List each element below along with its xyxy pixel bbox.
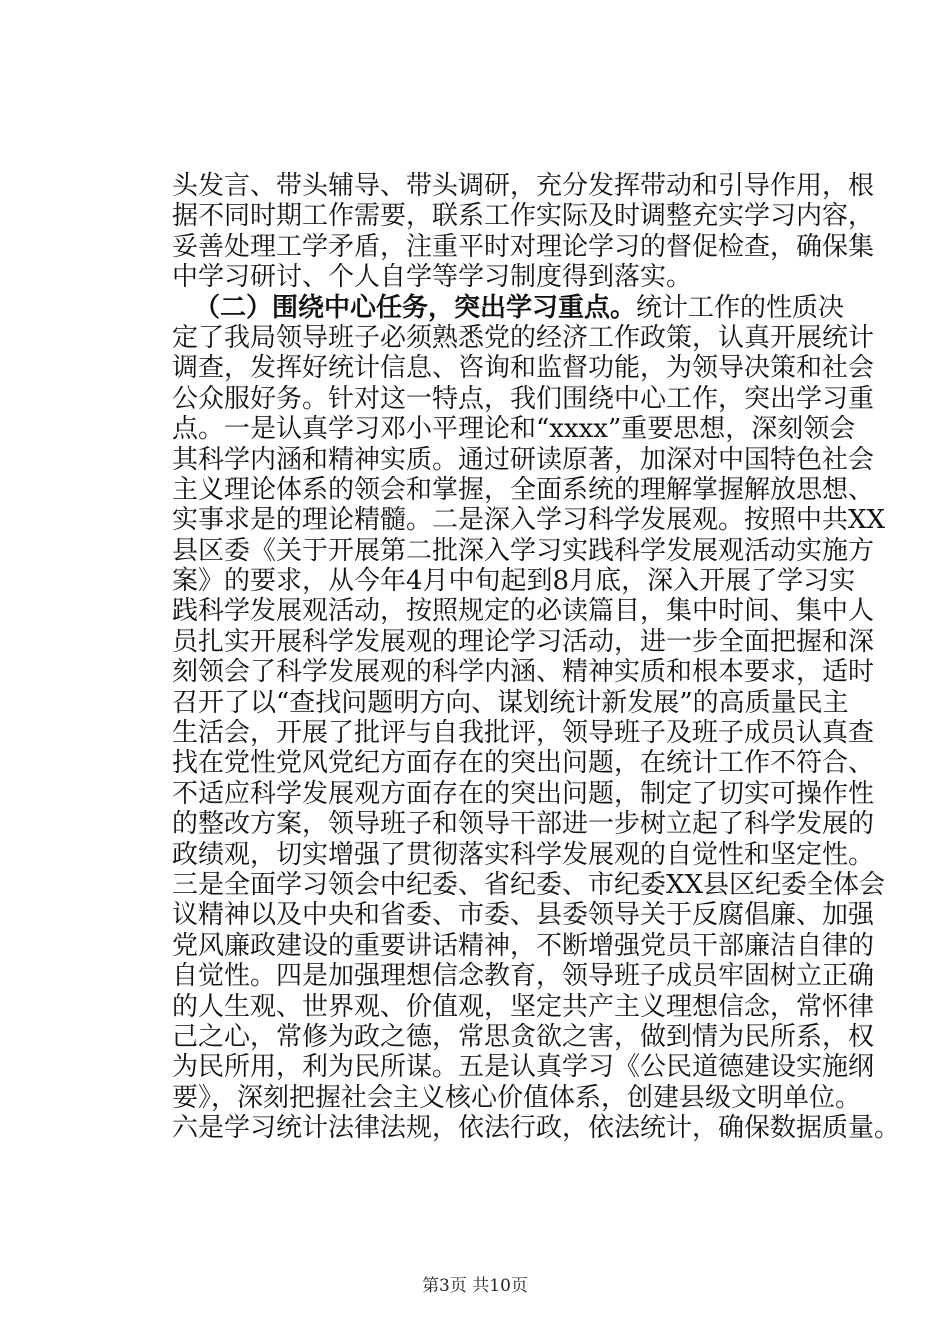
text-line: 妥善处理工学矛盾，注重平时对理论学习的督促检查，确保集	[172, 231, 875, 262]
text-line: 案》的要求，从今年4月中旬起到8月底，深入开展了学习实	[172, 566, 856, 597]
text-line: 刻领会了科学发展观的科学内涵、精神实质和根本要求，适时	[172, 657, 875, 688]
text-line: 召开了以“查找问题明方向、谋划统计新发展”的高质量民主	[172, 687, 849, 718]
text-line: 找在党性党风党纪方面存在的突出问题，在统计工作不符合、	[172, 748, 875, 779]
text-line: 己之心，常修为政之德，常思贪欲之害，做到情为民所系，权	[172, 1021, 875, 1052]
text-line: 实事求是的理论精髓。二是深入学习科学发展观。按照中共XX	[172, 505, 886, 536]
text-line: 员扎实开展科学发展观的理论学习活动，进一步全面把握和深	[172, 626, 875, 657]
text-line: 定了我局领导班子必须熟悉党的经济工作政策，认真开展统计	[172, 322, 875, 353]
text-line: 议精神以及中央和省委、市委、县委领导关于反腐倡廉、加强	[172, 900, 875, 931]
text-line: 的人生观、世界观、价值观，坚定共产主义理想信念，常怀律	[172, 991, 875, 1022]
text-line: 为民所用，利为民所谋。五是认真学习《公民道德建设实施纲	[172, 1052, 875, 1083]
text-line: 其科学内涵和精神实质。通过研读原著，加深对中国特色社会	[172, 444, 875, 475]
text-line: 调查，发挥好统计信息、咨询和监督功能，为领导决策和社会	[172, 353, 875, 384]
text-line: 的整改方案，领导班子和领导干部进一步树立起了科学发展的	[172, 809, 875, 840]
text-line: 主义理论体系的领会和掌握，全面系统的理解掌握解放思想、	[172, 474, 875, 505]
document-body	[172, 171, 901, 1144]
text-line: 中学习研讨、个人自学等学习制度得到落实。	[172, 262, 693, 293]
text-line: 政绩观，切实增强了贯彻落实科学发展观的自觉性和坚定性。	[172, 839, 875, 870]
text-line: 县区委《关于开展第二批深入学习实践科学发展观活动实施方	[172, 535, 875, 566]
section-heading: （二）围绕中心任务，突出学习重点。	[194, 292, 637, 323]
paragraph-2	[172, 292, 901, 1144]
text-line: 党风廉政建设的重要讲话精神，不断增强党员干部廉洁自律的	[172, 930, 875, 961]
text-line: 自觉性。四是加强理想信念教育，领导班子成员牢固树立正确	[172, 961, 875, 992]
text-line: 据不同时期工作需要，联系工作实际及时调整充实学习内容，	[172, 201, 875, 232]
text-line: 六是学习统计法律法规，依法行政，依法统计，确保数据质量。	[172, 1113, 901, 1144]
text-line: 要》，深刻把握社会主义核心价值体系，创建县级文明单位。	[172, 1082, 862, 1113]
text-line: 生活会，开展了批评与自我批评，领导班子及班子成员认真查	[172, 718, 875, 749]
text-line: 不适应科学发展观方面存在的突出问题，制定了切实可操作性	[172, 778, 875, 809]
text-line: 三是全面学习领会中纪委、省纪委、市纪委XX县区纪委全体会	[172, 869, 886, 900]
paragraph-1	[172, 171, 875, 293]
text-line: 践科学发展观活动，按照规定的必读篇目，集中时间、集中人	[172, 596, 875, 627]
text-line: 点。一是认真学习邓小平理论和“xxxx”重要思想，深刻领会	[172, 414, 856, 445]
page-footer: 第3页 共10页	[422, 1276, 528, 1296]
paragraph-heading-line	[172, 292, 845, 323]
text-run: 统计工作的性质决	[636, 292, 845, 323]
text-line: 头发言、带头辅导、带头调研，充分发挥带动和引导作用，根	[172, 171, 875, 201]
text-line: 公众服好务。针对这一特点，我们围绕中心工作，突出学习重	[172, 383, 875, 414]
